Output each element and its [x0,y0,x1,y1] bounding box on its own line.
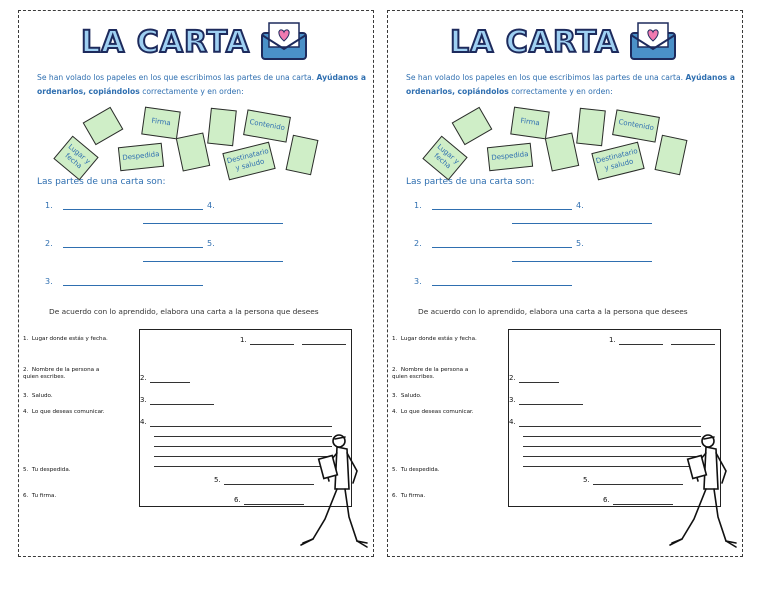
list-number: 4. [207,201,215,210]
walking-man-illustration [299,431,369,551]
box-line[interactable] [250,344,294,345]
blank-paper [286,135,319,176]
intro-text: Se han volado los papeles en los que escribimos las partes de una carta. Ayúdanos a ordenarlos, copiándolos correctamente y en orden: [37,73,366,96]
box-number: 1. [609,336,616,344]
box-number: 3. [140,396,147,404]
guide-label: 3. Saludo. [23,393,53,399]
blank-paper [83,107,124,146]
box-line[interactable] [519,404,583,405]
box-line[interactable] [519,426,701,427]
worksheet-left [18,10,374,557]
worksheet-title: LA CARTA [81,25,251,60]
worksheet-right [387,10,743,557]
box-line[interactable] [302,344,346,345]
box-line[interactable] [671,344,715,345]
paper-firma: Firma [141,107,181,140]
parts-subtitle: Las partes de una carta son: [406,177,535,187]
box-number: 2. [140,374,147,382]
envelope-heart-icon [628,21,678,61]
guide-label: 2. Nombre de la persona a quien escribes. [23,367,100,380]
box-line[interactable] [150,426,332,427]
answer-line[interactable] [143,261,283,262]
answer-line[interactable] [512,223,652,224]
box-line[interactable] [150,382,190,383]
box-line[interactable] [519,382,559,383]
list-number: 1. [414,201,422,210]
box-number: 3. [509,396,516,404]
list-number: 5. [576,239,584,248]
paper-firma: Firma [510,107,550,140]
box-line[interactable] [150,404,214,405]
paper-contenido: Contenido [243,109,291,142]
paper-contenido: Contenido [612,109,660,142]
box-number: 6. [234,496,241,504]
answer-line[interactable] [432,247,572,248]
worksheet-title: LA CARTA [450,25,620,60]
answer-line[interactable] [432,209,572,210]
paper-despedida: Despedida [118,143,164,171]
guide-label: 3. Saludo. [392,393,422,399]
box-line[interactable] [613,504,673,505]
guide-label: 5. Tu despedida. [392,467,440,473]
box-number: 5. [583,476,590,484]
paper-destinatario-y-saludo: Destinatario y saludo [222,142,275,181]
list-number: 3. [414,277,422,286]
box-line[interactable] [619,344,663,345]
answer-line[interactable] [432,285,572,286]
guide-label: 1. Lugar donde estás y fecha. [392,336,477,342]
paper-destinatario-y-saludo: Destinatario y saludo [591,142,644,181]
envelope-heart-icon [259,21,309,61]
blank-paper [545,132,579,171]
box-number: 2. [509,374,516,382]
answer-line[interactable] [63,209,203,210]
guide-label: 4. Lo que deseas comunicar. [23,409,105,415]
list-number: 2. [414,239,422,248]
paper-lugar-y-fecha: Lugar y fecha [422,136,467,181]
parts-subtitle: Las partes de una carta son: [37,177,166,187]
answer-line[interactable] [512,261,652,262]
guide-label: 6. Tu firma. [392,493,426,499]
blank-paper [452,107,493,146]
guide-label: 5. Tu despedida. [23,467,71,473]
list-number: 4. [576,201,584,210]
answer-line[interactable] [143,223,283,224]
paper-lugar-y-fecha: Lugar y fecha [53,136,98,181]
box-line[interactable] [244,504,304,505]
box-number: 1. [240,336,247,344]
blank-paper [576,108,606,147]
list-number: 5. [207,239,215,248]
box-number: 4. [509,418,516,426]
letter-instruction: De acuerdo con lo aprendido, elabora una carta a la persona que desees [49,307,319,316]
walking-man-illustration [668,431,738,551]
list-number: 1. [45,201,53,210]
guide-label: 4. Lo que deseas comunicar. [392,409,474,415]
guide-label: 6. Tu firma. [23,493,57,499]
box-number: 5. [214,476,221,484]
list-number: 3. [45,277,53,286]
guide-label: 2. Nombre de la persona a quien escribes. [392,367,469,380]
answer-line[interactable] [63,285,203,286]
box-number: 4. [140,418,147,426]
blank-paper [655,135,688,176]
blank-paper [207,108,237,147]
letter-instruction: De acuerdo con lo aprendido, elabora una carta a la persona que desees [418,307,688,316]
answer-line[interactable] [63,247,203,248]
box-number: 6. [603,496,610,504]
list-number: 2. [45,239,53,248]
guide-label: 1. Lugar donde estás y fecha. [23,336,108,342]
paper-despedida: Despedida [487,143,533,171]
intro-text: Se han volado los papeles en los que escribimos las partes de una carta. Ayúdanos a ordenarlos, copiándolos correctamente y en orden: [406,73,735,96]
blank-paper [176,132,210,171]
